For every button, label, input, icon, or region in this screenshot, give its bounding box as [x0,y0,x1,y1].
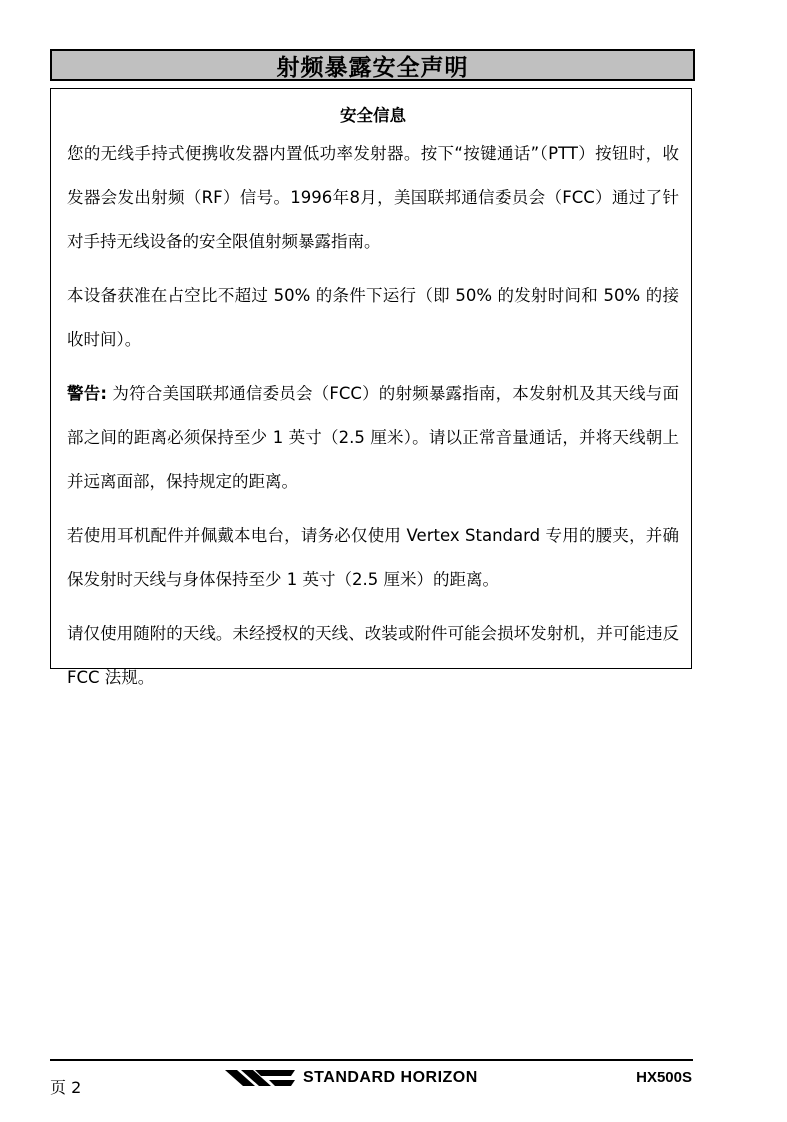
section-heading: 安全信息 [340,106,406,125]
text-area [67,100,679,710]
footer-rule [50,1059,693,1061]
model-number: HX500S [636,1069,692,1086]
page-title: 射频暴露安全声明 [50,49,695,81]
brand-name: STANDARD HORIZON [303,1069,478,1086]
brand-logo [225,1066,478,1090]
warning-text: 为符合美国联邦通信委员会（FCC）的射频暴露指南，本发射机及其天线与面部之间的距离必须保持至少 1 英寸（2.5 厘米）。请以正常音量通话，并将天线朝上并远离面部，保持规定的距离。 [67,384,679,491]
page-number: 页 2 [50,1078,82,1097]
paragraph-1: 您的无线手持式便携收发器内置低功率发射器。按下“按键通话”（PTT）按钮时，收发器会发出射频（RF）信号。1996年8月，美国联邦通信委员会（FCC）通过了针对手持无线设备的安全限值射频暴露指南。 [67,144,679,251]
warning-paragraph [67,372,679,504]
paragraph-2: 本设备获准在占空比不超过 50% 的条件下运行（即 50% 的发射时间和 50% 的接收时间）。 [67,286,679,349]
paragraph-4: 若使用耳机配件并佩戴本电台，请务必仅使用 Vertex Standard 专用的腰夹，并确保发射时天线与身体保持至少 1 英寸（2.5 厘米）的距离。 [67,526,679,589]
warning-label: 警告: [67,384,107,403]
paragraph-5: 请仅使用随附的天线。未经授权的天线、改装或附件可能会损坏发射机，并可能违反 FCC 法规。 [67,624,679,687]
standard-horizon-logo-icon [225,1067,295,1089]
